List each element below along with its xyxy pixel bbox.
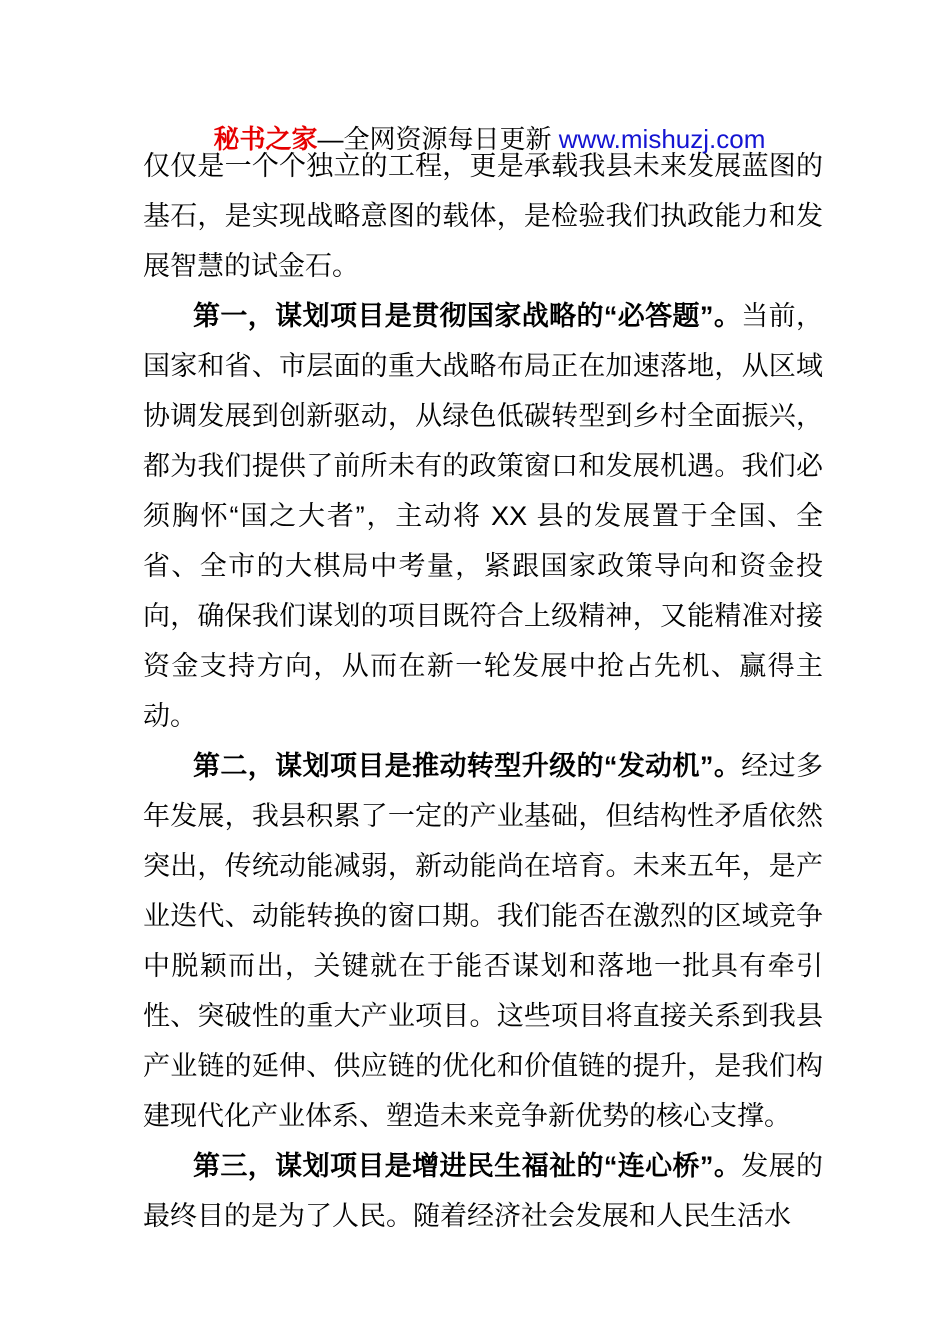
paragraph bbox=[143, 741, 823, 1141]
paragraph-lead: 第三，谋划项目是增进民生福祉的“连心桥”。 bbox=[193, 1151, 742, 1181]
document-body bbox=[143, 141, 823, 1241]
paragraph bbox=[143, 141, 823, 291]
paragraph-text: 经过多年发展，我县积累了一定的产业基础，但结构性矛盾依然突出，传统动能减弱，新动能尚在培育。未来五年，是产业迭代、动能转换的窗口期。我们能否在激烈的区域竞争中脱颖而出，关键就在于能否谋划和落地一批具有牵引性、突破性的重大产业项目。这些项目将直接关系到我县产业链的延伸、供应链的优化和价值链的提升，是我们构建现代化产业体系、塑造未来竞争新优势的核心支撑。 bbox=[143, 751, 824, 1131]
site-url-link[interactable]: www.mishuzj.com bbox=[558, 124, 766, 154]
paragraph-text: 发展的最终目的是为了人民。随着经济社会发展和人民生活水 bbox=[143, 1151, 824, 1231]
site-brand: 秘书之家 bbox=[213, 124, 318, 154]
site-tagline: —全网资源每日更新 bbox=[317, 124, 559, 154]
paragraph-lead: 第二，谋划项目是推动转型升级的“发动机”。 bbox=[193, 751, 742, 781]
paragraph-lead: 第一，谋划项目是贯彻国家战略的“必答题”。 bbox=[193, 301, 742, 331]
paragraph bbox=[143, 291, 823, 741]
paragraph-text: 当前，国家和省、市层面的重大战略布局正在加速落地，从区域协调发展到创新驱动，从绿色低碳转型到乡村全面振兴，都为我们提供了前所未有的政策窗口和发展机遇。我们必须胸怀“国之大者”，主动将 XX 县的发展置于全国、全省、全市的大棋局中考量，紧跟国家政策导向和资金投向，确保我们谋划的项目既符合上级精神，又能精准对接资金支持方向，从而在新一轮发展中抢占先机、赢得主动。 bbox=[143, 301, 824, 731]
paragraph-text: 仅仅是一个个独立的工程，更是承载我县未来发展蓝图的基石，是实现战略意图的载体，是检验我们执政能力和发展智慧的试金石。 bbox=[143, 151, 823, 281]
paragraph bbox=[143, 1141, 823, 1241]
